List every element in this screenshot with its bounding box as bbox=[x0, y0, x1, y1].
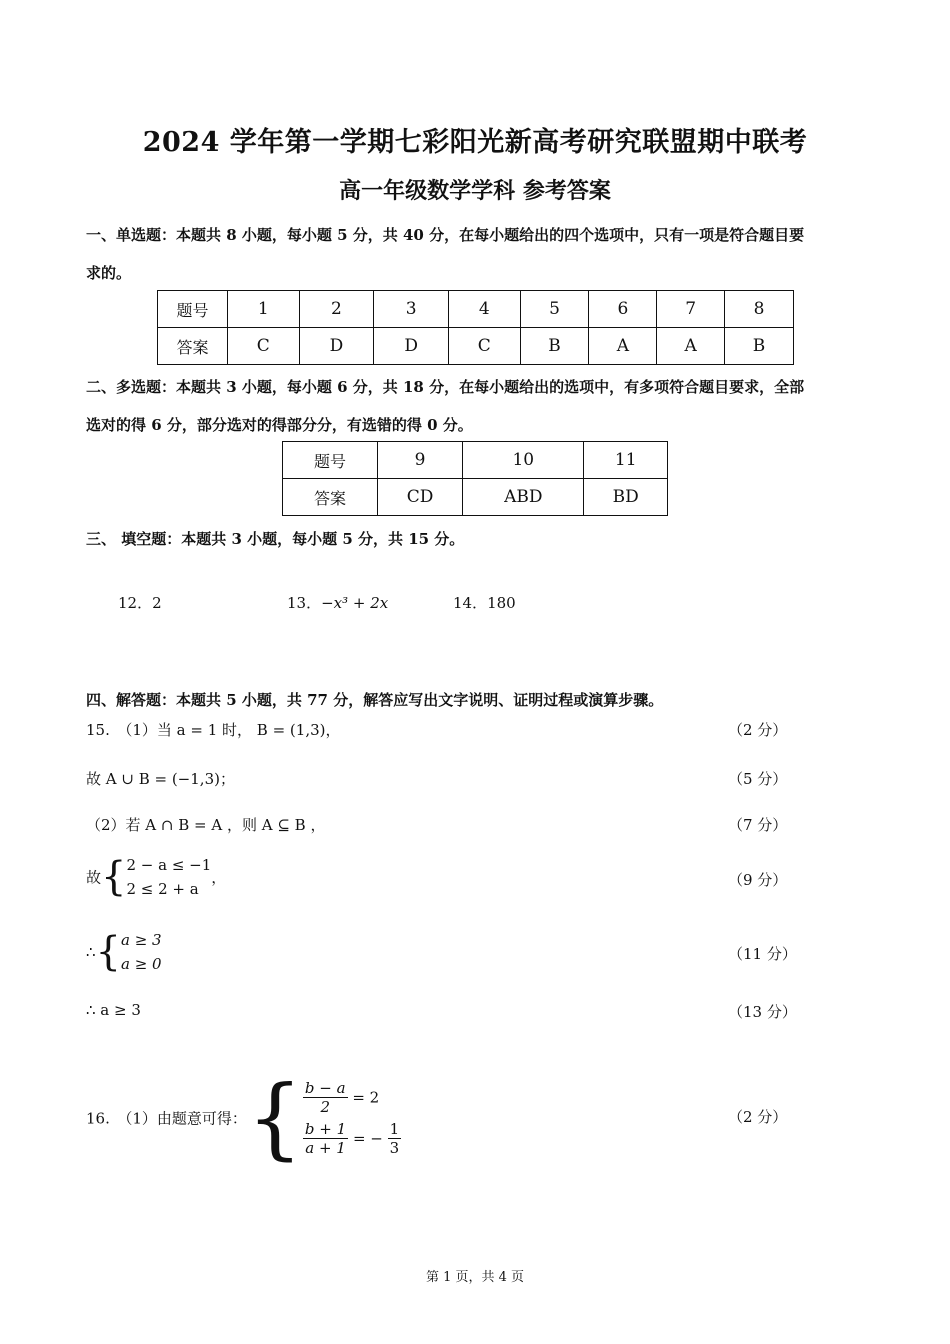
row-label-answer: 答案 bbox=[158, 328, 228, 365]
page-subtitle: 高一年级数学学科 参考答案 bbox=[339, 178, 611, 204]
page-title: 2024 学年第一学期七彩阳光新高考研究联盟期中联考 bbox=[142, 127, 808, 158]
section1-heading-line2: 求的。 bbox=[86, 264, 132, 282]
score-mark: （7 分） bbox=[728, 816, 788, 834]
multi-choice-table bbox=[282, 441, 668, 516]
q-number: 5 bbox=[520, 291, 589, 328]
q-number: 7 bbox=[657, 291, 725, 328]
answer-cell: D bbox=[299, 328, 374, 365]
solution-system: ∴{ a ≥ 3 a ≥ 0 bbox=[86, 929, 162, 975]
solution-q16: 16. （1）由题意可得：{ $\frac{b - a}{2}$ = 2 $\frac{b + 1}{a + 1}$ = − $\frac{1}{3}$ bbox=[86, 1066, 400, 1169]
q-number: 2 bbox=[299, 291, 374, 328]
section3-heading: 三、 填空题：本题共 3 小题，每小题 5 分，共 15 分。 bbox=[86, 530, 465, 548]
q-number: 8 bbox=[725, 291, 794, 328]
fill-answer-12: 12．2 bbox=[118, 594, 162, 612]
score-mark: （2 分） bbox=[728, 1108, 788, 1126]
answer-cell: D bbox=[374, 328, 449, 365]
answer-cell: A bbox=[657, 328, 725, 365]
answer-cell: C bbox=[449, 328, 521, 365]
q-number: 6 bbox=[589, 291, 657, 328]
score-mark: （11 分） bbox=[728, 945, 797, 963]
left-brace: { bbox=[246, 1066, 303, 1169]
single-choice-table bbox=[157, 290, 794, 365]
answer-cell: B bbox=[725, 328, 794, 365]
score-mark: （9 分） bbox=[728, 871, 788, 889]
left-brace: { bbox=[101, 854, 127, 900]
answer-cell: A bbox=[589, 328, 657, 365]
solution-line: 故 A ∪ B = (−1,3)； bbox=[86, 770, 235, 788]
answer-cell: ABD bbox=[463, 479, 584, 516]
q-number: 10 bbox=[463, 442, 584, 479]
answer-cell: C bbox=[228, 328, 300, 365]
solution-line: （2）若 A ∩ B = A ，则 A ⊆ B ， bbox=[86, 816, 326, 834]
score-mark: （2 分） bbox=[728, 721, 788, 739]
solution-line: ∴ a ≥ 3 bbox=[86, 1001, 141, 1019]
table-row bbox=[158, 291, 794, 328]
q-number: 4 bbox=[449, 291, 521, 328]
section2-heading-line2: 选对的得 6 分，部分选对的得部分分，有选错的得 0 分。 bbox=[86, 416, 473, 434]
q-number: 1 bbox=[228, 291, 300, 328]
answer-cell: CD bbox=[378, 479, 463, 516]
solution-system: 故{ 2 − a ≤ −1 2 ≤ 2 + a ， bbox=[86, 854, 227, 900]
row-label-number: 题号 bbox=[283, 442, 378, 479]
table-row bbox=[283, 479, 668, 516]
table-row bbox=[283, 442, 668, 479]
section2-heading-line1: 二、多选题：本题共 3 小题，每小题 6 分，共 18 分，在每小题给出的选项中，有多项符合题目要求，全部 bbox=[86, 378, 805, 396]
fill-answer-14: 14．180 bbox=[453, 594, 516, 612]
fill-answer-13: 13．−x³ + 2x bbox=[287, 594, 389, 612]
answer-cell: B bbox=[520, 328, 589, 365]
answer-cell: BD bbox=[584, 479, 668, 516]
row-label-answer: 答案 bbox=[283, 479, 378, 516]
score-mark: （13 分） bbox=[728, 1003, 797, 1021]
q-number: 3 bbox=[374, 291, 449, 328]
left-brace: { bbox=[95, 929, 121, 975]
q-number: 9 bbox=[378, 442, 463, 479]
section4-heading: 四、解答题：本题共 5 小题，共 77 分，解答应写出文字说明、证明过程或演算步骤。 bbox=[86, 691, 664, 709]
page-footer: 第 1 页，共 4 页 bbox=[425, 1270, 525, 1285]
row-label-number: 题号 bbox=[158, 291, 228, 328]
table-row bbox=[158, 328, 794, 365]
q-number: 11 bbox=[584, 442, 668, 479]
solution-line: 15. （1）当 a = 1 时， B = (1,3)， bbox=[86, 721, 341, 739]
section1-heading-line1: 一、单选题：本题共 8 小题，每小题 5 分，共 40 分，在每小题给出的四个选项中，只有一项是符合题目要 bbox=[86, 226, 805, 244]
score-mark: （5 分） bbox=[728, 770, 788, 788]
